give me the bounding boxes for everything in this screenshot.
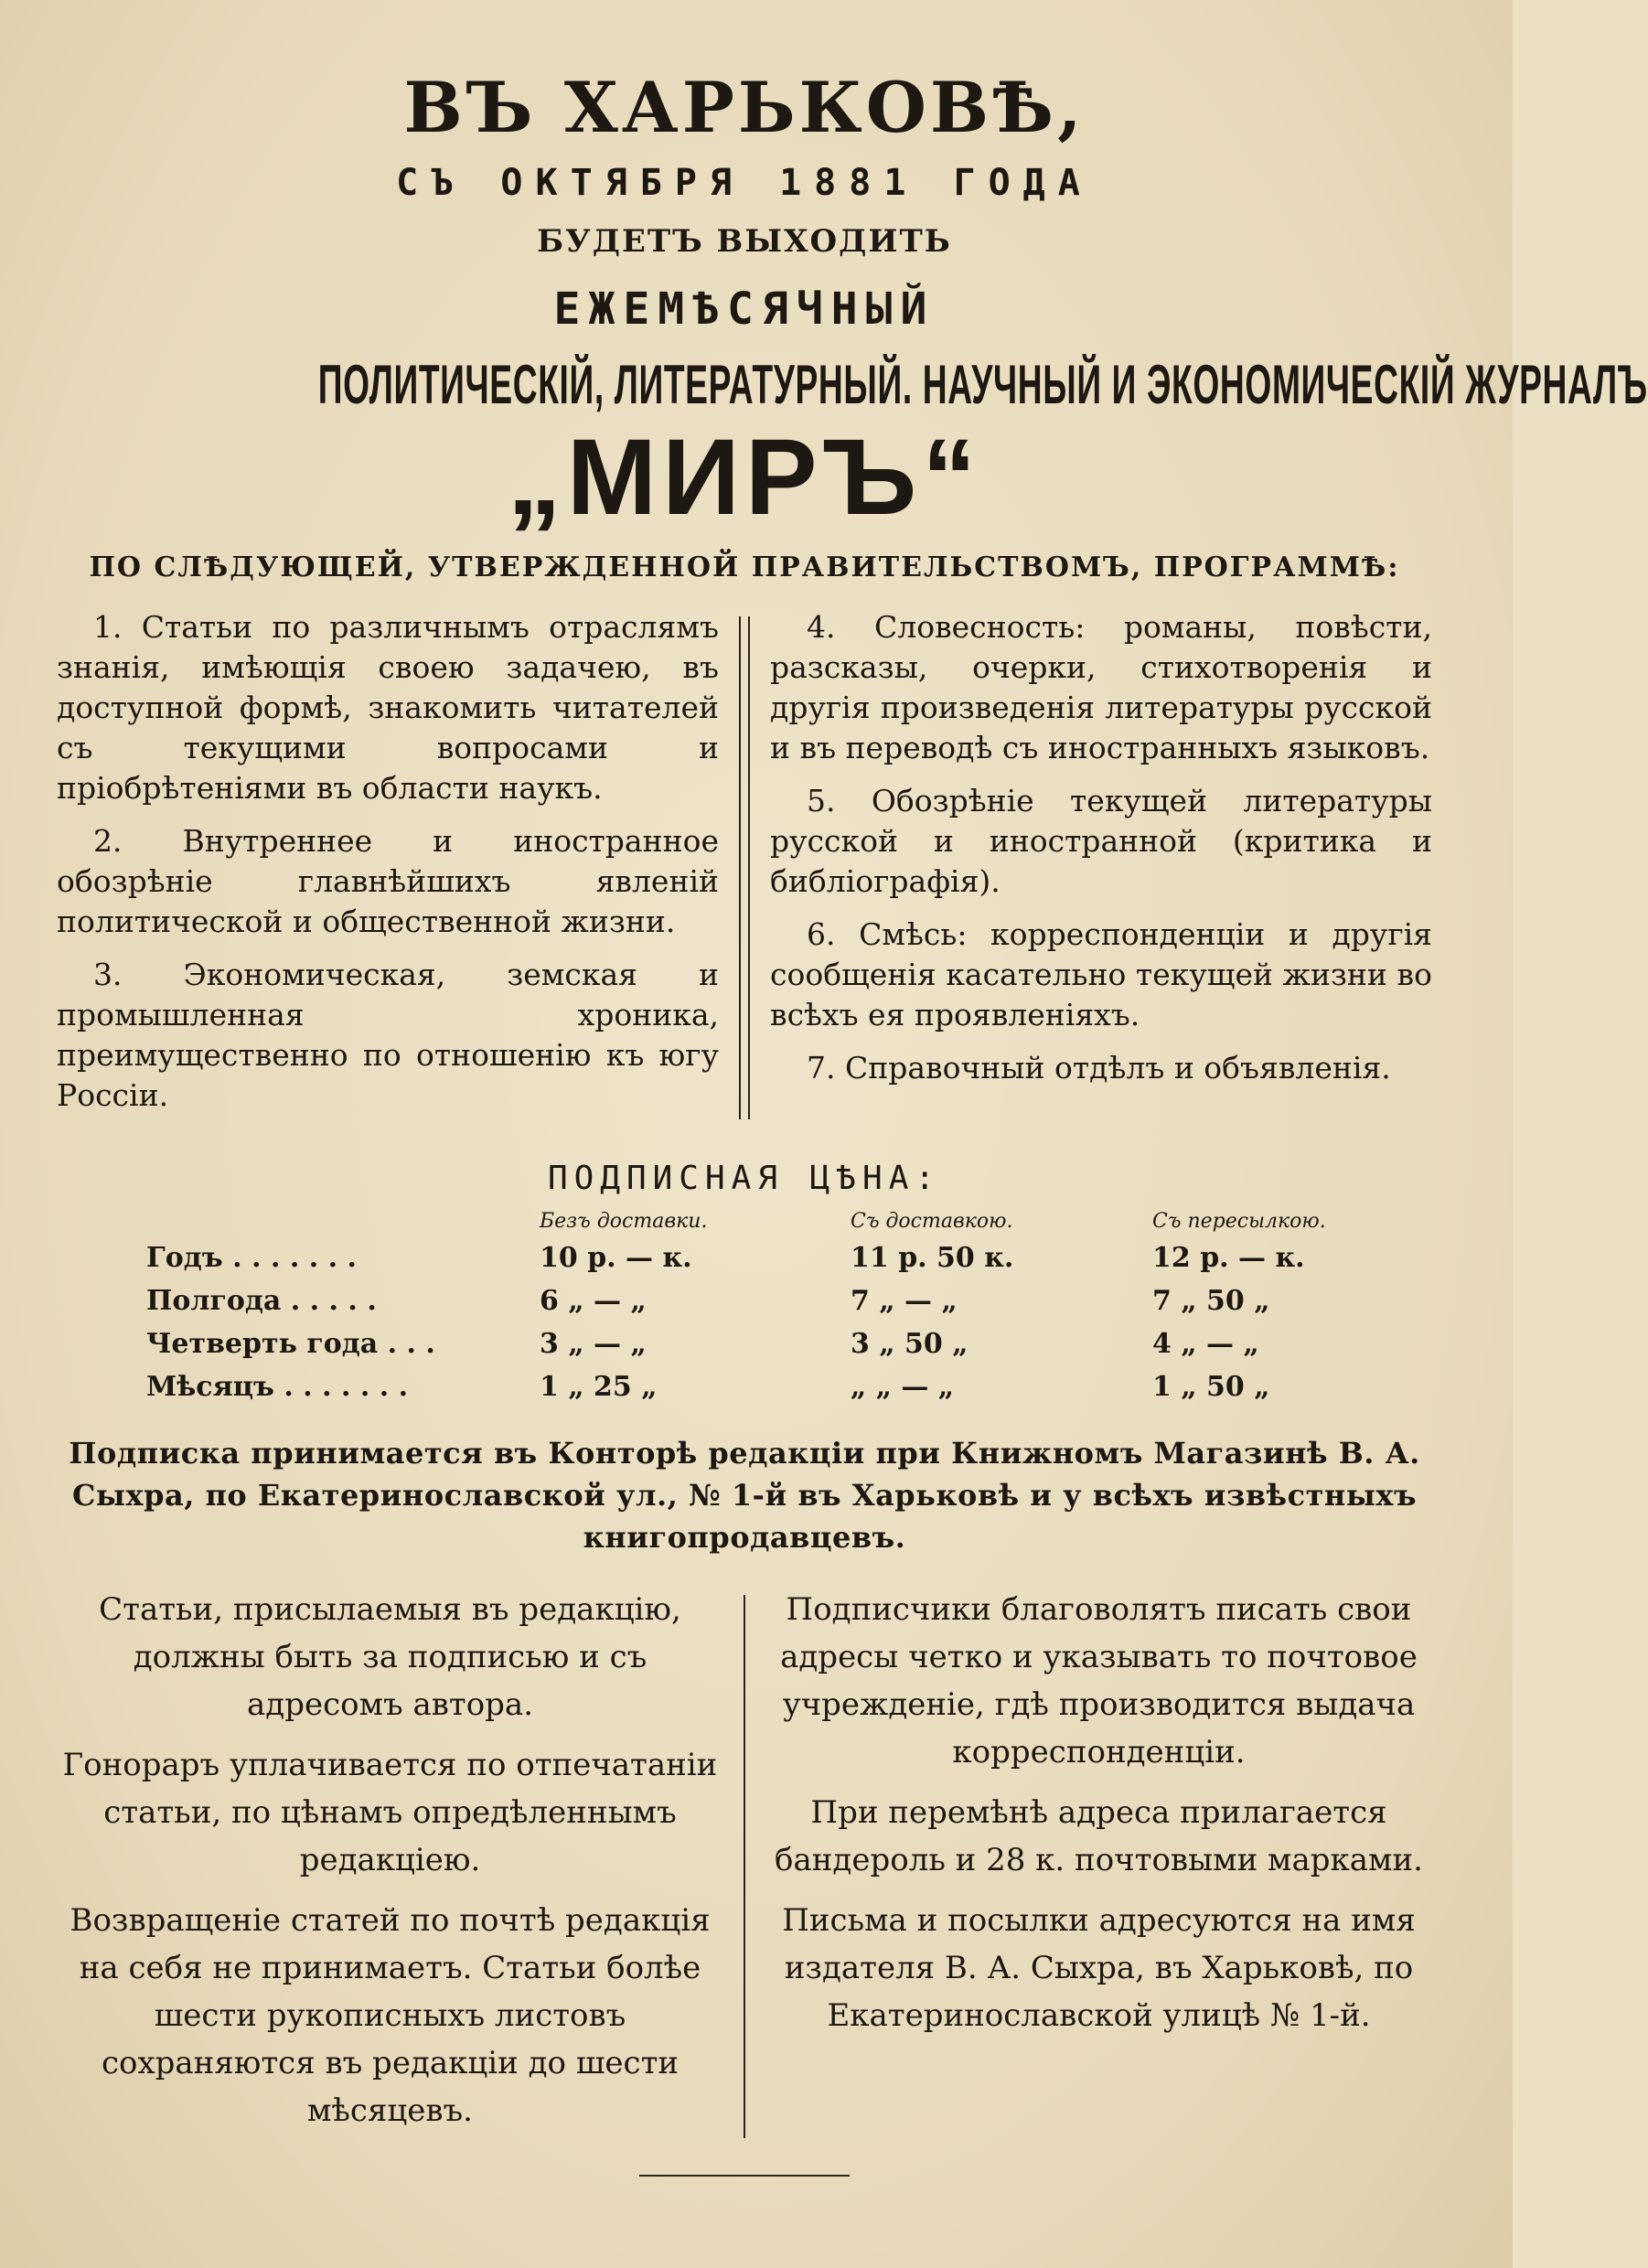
price-cell: 7 „ — „ <box>851 1284 958 1317</box>
notes-left-column <box>57 1586 723 2147</box>
price-row <box>57 1322 1432 1365</box>
note-paragraph: Статьи, присылаемыя въ редакцію, должны быть за подписью и съ адресомъ автора. <box>99 1590 681 1723</box>
price-title: ПОДПИСНАЯ ЦѢНА: <box>547 1159 942 1197</box>
monthly-heading: ЕЖЕМѢСЯЧНЫЙ <box>553 283 936 335</box>
note-paragraph: При перемѣнѣ адреса прилагается бандероль и 28 к. почтовыми марками. <box>775 1793 1423 1878</box>
program-item: 6. Смѣсь: корреспонденціи и другія сообщенія касательно текущей жизни во всѣхъ ея проявленіяхъ. <box>770 915 1432 1032</box>
price-cell: 1 „ 50 „ <box>1152 1370 1270 1403</box>
notes-right-column <box>765 1586 1432 2147</box>
column-header: Съ доставкою. <box>851 1209 1013 1233</box>
price-table <box>57 1206 1432 1408</box>
period-label: Четверть года . . . <box>146 1327 435 1360</box>
program-item: 2. Внутреннее и иностранное обозрѣніе главнѣйшихъ явленій политической и общественной жизни. <box>57 822 719 939</box>
program-right-column <box>770 607 1432 1129</box>
notes-columns <box>57 1586 1432 2147</box>
column-header: Съ пересылкою. <box>1152 1209 1326 1233</box>
note-paragraph: Письма и посылки адресуются на имя издателя В. А. Сыхра, въ Харьковѣ, по Екатеринославской улицѣ № 1-й. <box>782 1901 1416 2034</box>
price-cell: „ „ — „ <box>851 1370 955 1403</box>
column-header: Безъ доставки. <box>540 1209 708 1233</box>
program-item: 1. Статьи по различнымъ отраслямъ знанія, имѣющія своею задачею, въ доступной формѣ, знакомить читателей съ текущими вопросами и пріобрѣтеніями въ области наукъ. <box>57 608 719 806</box>
price-cell: 10 р. — к. <box>540 1241 692 1274</box>
journal-title: „МИРЪ“ <box>507 416 982 538</box>
price-header-row <box>57 1206 1432 1236</box>
price-row <box>57 1279 1432 1322</box>
program-item: 4. Словесность: романы, повѣсти, разсказы, очерки, стихотворенія и другія произведенія литературы русской и въ переводѣ съ иностранныхъ языковъ. <box>770 608 1432 765</box>
period-label: Мѣсяцъ . . . . . . . <box>146 1370 409 1403</box>
note-paragraph: Подписчики благоволятъ писать свои адресы четко и указывать то почтовое учрежденіе, гдѣ производится выдача корреспонденціи. <box>780 1590 1418 1771</box>
price-cell: 6 „ — „ <box>540 1284 647 1317</box>
program-line: ПО СЛѢДУЮЩЕЙ, УТВЕРЖДЕННОЙ ПРАВИТЕЛЬСТВОМЪ, ПРОГРАММѢ: <box>89 551 1400 583</box>
subscription-notice: Подписка принимается въ Конторѣ редакціи при Книжномъ Магазинѣ В. А. Сыхра, по Екатеринославской ул., № 1-й въ Харьковѣ и у всѣхъ извѣстныхъ книгопродавцевъ. <box>69 1435 1420 1555</box>
price-cell: 7 „ 50 „ <box>1152 1284 1270 1317</box>
price-row <box>57 1365 1432 1408</box>
masthead <box>57 67 1648 583</box>
column-divider <box>744 1595 745 2138</box>
price-row <box>57 1236 1432 1279</box>
price-cell: 12 р. — к. <box>1152 1241 1305 1274</box>
price-cell: 11 р. 50 к. <box>851 1241 1014 1274</box>
will-appear-line: БУДЕТЪ ВЫХОДИТЬ <box>537 222 952 260</box>
program-columns <box>57 607 1432 1129</box>
column-divider <box>739 616 750 1119</box>
program-left-column <box>57 607 719 1129</box>
note-paragraph: Возвращеніе статей по почтѣ редакція на себя не принимаетъ. Статьи болѣе шести рукописныхъ листовъ сохраняются въ редакціи до шести мѣсяцевъ. <box>70 1901 711 2129</box>
start-date: СЪ ОКТЯБРЯ 1881 ГОДА <box>396 161 1093 204</box>
note-paragraph: Гонораръ уплачивается по отпечатаніи статьи, по цѣнамъ опредѣленнымъ редакціею. <box>62 1746 718 1878</box>
program-item: 3. Экономическая, земская и промышленная хроника, преимущественно по отношенію къ югу Россіи. <box>57 956 719 1113</box>
program-item: 5. Обозрѣніе текущей литературы русской и иностранной (критика и библіографія). <box>770 782 1432 899</box>
price-cell: 3 „ — „ <box>540 1327 647 1360</box>
price-cell: 3 „ 50 „ <box>851 1327 968 1360</box>
period-label: Полгода . . . . . <box>146 1284 377 1317</box>
journal-kind: ПОЛИТИЧЕСКІЙ, ЛИТЕРАТУРНЫЙ. НАУЧНЫЙ И ЭКОНОМИЧЕСКІЙ ЖУРНАЛЪ <box>317 353 1648 415</box>
program-item: 7. Справочный отдѣлъ и объявленія. <box>807 1049 1391 1086</box>
city-heading: ВЪ ХАРЬКОВѢ, <box>403 67 1086 148</box>
price-cell: 1 „ 25 „ <box>540 1370 658 1403</box>
price-cell: 4 „ — „ <box>1152 1327 1259 1360</box>
closing-rule <box>639 2175 850 2177</box>
period-label: Годъ . . . . . . . <box>146 1241 357 1274</box>
